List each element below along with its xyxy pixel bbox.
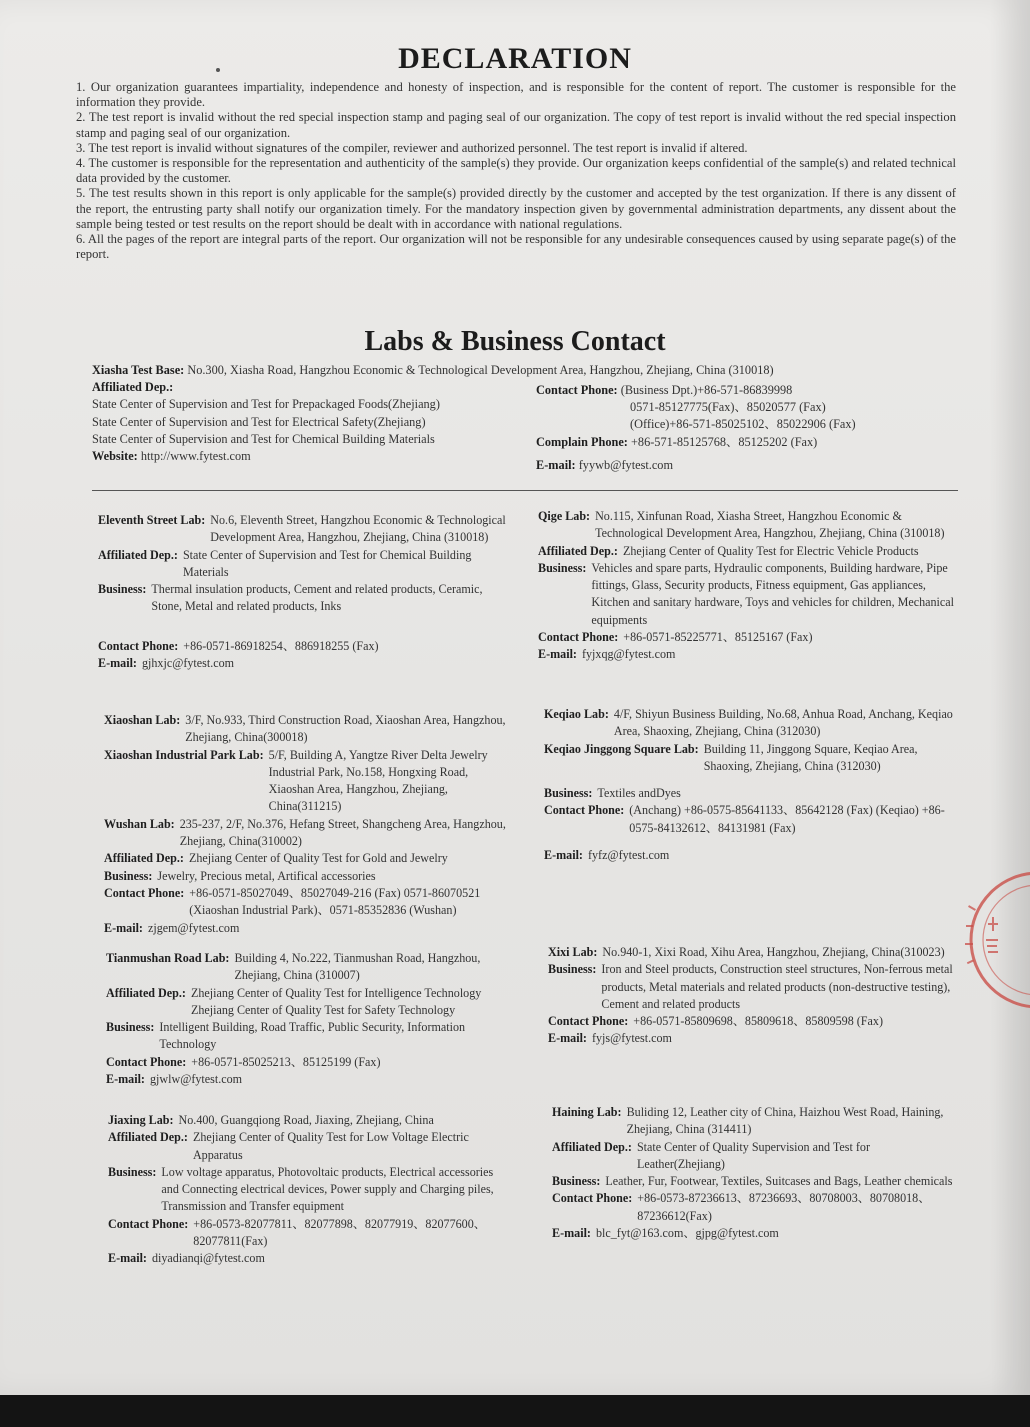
lab-email-link[interactable]: diyadianqi@fytest.com xyxy=(151,1251,265,1266)
lab-row xyxy=(98,512,506,547)
lab-row-key: E-mail: xyxy=(108,1251,147,1266)
page-edge-shadow xyxy=(990,0,1030,1395)
lab-row-key: Xiaoshan Industrial Park Lab: xyxy=(104,747,264,762)
lab-row-key: Eleventh Street Lab: xyxy=(98,513,206,527)
lab-row-key: E-mail: xyxy=(104,920,143,935)
lab-row-value: 4/F, Shiyun Business Building, No.68, Anhua Road, Anchang, Keqiao Area, Shaoxing, Zhejiang, China (312030) xyxy=(613,707,953,739)
lab-row xyxy=(548,961,960,1013)
lab-row xyxy=(108,1112,512,1129)
lab-row-key: Xixi Lab: xyxy=(548,945,598,959)
hq-contact-line xyxy=(536,382,956,399)
labs-title: Labs & Business Contact xyxy=(364,326,666,357)
lab-row-value: Textiles andDyes xyxy=(597,786,681,801)
lab-row xyxy=(108,1164,512,1216)
lab-row-key: Keqiao Jinggong Square Lab: xyxy=(544,741,699,756)
declaration-item: 6. All the pages of the report are integral parts of the report. Our organization will not be responsible for any undesirable consequences caused by using separate page(s) of the report. xyxy=(76,232,956,262)
hq-complain-value: +86-571-85125768、85125202 (Fax) xyxy=(630,434,818,449)
lab-row-key: Keqiao Lab: xyxy=(544,707,609,721)
lab-row xyxy=(538,560,958,629)
declaration-title: DECLARATION xyxy=(398,42,632,75)
declaration-item: 3. The test report is invalid without signatures of the compiler, reviewer and authorized personnel. The test report is invalid if altered. xyxy=(76,140,748,155)
lab-row-key: Contact Phone: xyxy=(98,638,179,653)
lab-row-key: Business: xyxy=(98,582,147,597)
lab-row xyxy=(104,712,508,747)
lab-row xyxy=(548,944,960,961)
lab-email-link[interactable]: zjgem@fytest.com xyxy=(147,920,240,935)
lab-row-key: Business: xyxy=(538,560,587,575)
hq-affiliated-item: State Center of Supervision and Test for Chemical Building Materials xyxy=(92,431,435,446)
lab-row xyxy=(552,1139,960,1174)
lab-row-value: +86-0571-86918254、886918255 (Fax) xyxy=(183,638,379,653)
lab-xiaoshan xyxy=(104,712,508,937)
lab-row-key: Business: xyxy=(106,1020,155,1035)
lab-row-value: No.6, Eleventh Street, Hangzhou Economic & Technological Development Area, Hangzhou, Zhejiang, China (310018) xyxy=(210,513,506,545)
lab-qige xyxy=(538,508,958,664)
lab-email-link[interactable]: fyjxqg@fytest.com xyxy=(581,647,676,662)
lab-row xyxy=(106,1071,510,1088)
lab-row xyxy=(538,508,958,543)
hq-complain-label: Complain Phone: xyxy=(536,434,628,449)
lab-row-value: +86-0571-85225771、85125167 (Fax) xyxy=(623,630,813,645)
lab-row xyxy=(106,1054,510,1071)
lab-row xyxy=(104,747,508,816)
lab-row-value: Low voltage apparatus, Photovoltaic products, Electrical accessories and Connecting electrical devices, Power supply and Charging piles, Transmission and Transfer equipment xyxy=(161,1164,494,1214)
lab-row-value: +86-0571-85025213、85125199 (Fax) xyxy=(191,1054,381,1069)
lab-email-link[interactable]: gjhxjc@fytest.com xyxy=(141,656,235,671)
hq-right xyxy=(536,382,956,474)
lab-row-key: Qige Lab: xyxy=(538,509,591,523)
hq-email-label: E-mail: xyxy=(536,457,576,472)
lab-row xyxy=(98,638,506,655)
lab-row xyxy=(104,920,508,937)
lab-row-key: Jiaxing Lab: xyxy=(108,1113,174,1127)
hq-affiliated-item: State Center of Supervision and Test for Electrical Safety(Zhejiang) xyxy=(92,414,426,429)
lab-row xyxy=(538,543,958,560)
lab-row-key: Haining Lab: xyxy=(552,1105,622,1119)
lab-email-link[interactable]: fyjs@fytest.com xyxy=(591,1031,672,1046)
lab-row-key: Tianmushan Road Lab: xyxy=(106,951,230,965)
hq-contact-value: (Business Dpt.)+86-571-86839998 xyxy=(620,383,793,397)
lab-row-key: Business: xyxy=(104,868,153,883)
lab-row-key: E-mail: xyxy=(538,647,577,662)
lab-row-key: Affiliated Dep.: xyxy=(552,1139,632,1154)
lab-row-key: Contact Phone: xyxy=(552,1191,633,1206)
hq-website-label: Website: xyxy=(92,449,138,464)
hq-complain-line xyxy=(536,434,956,451)
lab-row-key: E-mail: xyxy=(98,656,137,671)
lab-row xyxy=(98,547,506,582)
lab-row-value: Zhejiang Center of Quality Test for Intelligence Technology Zhejiang Center of Quality Test for Safety Technology xyxy=(190,985,482,1017)
lab-row-key: Affiliated Dep.: xyxy=(98,547,178,562)
lab-row-key: Affiliated Dep.: xyxy=(106,985,186,1000)
lab-eleventh-street xyxy=(98,512,506,672)
lab-row xyxy=(544,741,958,776)
lab-row xyxy=(104,850,508,867)
lab-row-value: No.115, Xinfunan Road, Xiasha Street, Hangzhou Economic & Technological Development Area, Hangzhou, Zhejiang, China (310018) xyxy=(595,509,945,541)
hq-base-address: No.300, Xiasha Road, Hangzhou Economic & Technological Development Area, Hangzhou, Zhejiang, China (310018) xyxy=(187,363,774,377)
hq-affiliated-label: Affiliated Dep.: xyxy=(92,380,174,395)
lab-row-key: Xiaoshan Lab: xyxy=(104,713,181,727)
declaration-text xyxy=(76,80,956,262)
lab-row-value: Building 11, Jinggong Square, Keqiao Area, Shaoxing, Zhejiang, China (312030) xyxy=(703,741,918,773)
lab-row-value: +86-0573-82077811、82077898、82077919、82077600、82077811(Fax) xyxy=(193,1216,486,1249)
lab-row-value: +86-0573-87236613、87236693、80708003、80708018、87236612(Fax) xyxy=(637,1191,931,1223)
lab-row-key: Contact Phone: xyxy=(106,1054,187,1069)
lab-row-key: Business: xyxy=(108,1164,157,1179)
lab-row-value: Zhejiang Center of Quality Test for Gold and Jewelry xyxy=(188,851,448,866)
red-seal-stamp xyxy=(958,865,1030,1015)
lab-jiaxing xyxy=(108,1112,512,1268)
divider xyxy=(92,490,958,491)
lab-row xyxy=(552,1190,960,1225)
lab-row-value: +86-0571-85809698、85809618、85809598 (Fax) xyxy=(633,1014,883,1029)
lab-row-value: Jewelry, Precious metal, Artifical accessories xyxy=(157,868,376,883)
lab-row-value: Buliding 12, Leather city of China, Haizhou West Road, Haining, Zhejiang, China (314411) xyxy=(626,1105,944,1137)
lab-row-value: Zhejiang Center of Quality Test for Electric Vehicle Products xyxy=(622,543,919,558)
lab-row-key: Contact Phone: xyxy=(544,803,625,818)
lab-row-key: E-mail: xyxy=(544,848,583,863)
hq-website-link[interactable]: http://www.fytest.com xyxy=(140,449,251,464)
lab-row-key: E-mail: xyxy=(106,1072,145,1087)
lab-row xyxy=(104,816,508,851)
lab-row-key: Affiliated Dep.: xyxy=(108,1130,188,1145)
lab-row xyxy=(108,1129,512,1164)
lab-row-value: +86-0571-85027049、85027049-216 (Fax) 0571-86070521 (Xiaoshan Industrial Park)、0571-85352836 (Wushan) xyxy=(189,885,481,918)
lab-row-key: Contact Phone: xyxy=(104,885,185,900)
lab-row xyxy=(548,1013,960,1030)
lab-row-key: Contact Phone: xyxy=(548,1014,629,1029)
lab-row-key: E-mail: xyxy=(552,1226,591,1241)
lab-row xyxy=(104,885,508,920)
hq-website-line xyxy=(92,448,532,465)
lab-row-value: State Center of Quality Supervision and Test for Leather(Zhejiang) xyxy=(636,1139,870,1171)
lab-row-value: Iron and Steel products, Construction steel structures, Non-ferrous metal products, Metal materials and related products (non-destructive testing), Cement and related products xyxy=(601,962,953,1011)
lab-row xyxy=(98,581,506,616)
lab-row-value: 3/F, No.933, Third Construction Road, Xiaoshan Area, Hangzhou, Zhejiang, China(300018) xyxy=(185,713,506,745)
hq-contact-label: Contact Phone: xyxy=(536,383,618,397)
lab-row xyxy=(104,868,508,885)
lab-row-key: Business: xyxy=(548,962,597,977)
lab-row-value: No.940-1, Xixi Road, Xihu Area, Hangzhou, Zhejiang, China(310023) xyxy=(602,945,945,959)
lab-row-key: Affiliated Dep.: xyxy=(538,543,618,558)
lab-row-value: Intelligent Building, Road Traffic, Public Security, Information Technology xyxy=(159,1020,466,1052)
lab-row-key: Wushan Lab: xyxy=(104,816,175,831)
lab-row xyxy=(552,1225,960,1242)
lab-row-value: No.400, Guangqiong Road, Jiaxing, Zhejiang, China xyxy=(178,1113,434,1127)
lab-email-link[interactable]: gjwlw@fytest.com xyxy=(149,1072,243,1087)
lab-row xyxy=(544,706,958,741)
lab-row-value: Building 4, No.222, Tianmushan Road, Hangzhou, Zhejiang, China (310007) xyxy=(234,951,481,983)
hq-email-link[interactable]: fyywb@fytest.com xyxy=(578,457,674,472)
lab-row xyxy=(552,1104,960,1139)
lab-row-key: Contact Phone: xyxy=(108,1216,189,1231)
declaration-item: 4. The customer is responsible for the representation and authenticity of the sample(s) they provide. Our organization keeps confidential of the sample(s) and related technical data provided by the customer. xyxy=(76,156,956,186)
hq-email-line xyxy=(536,457,956,474)
lab-row-value: Vehicles and spare parts, Hydraulic components, Building hardware, Pipe fittings, Glass, Security products, Fitness equipment, Gas appliances, Kitchen and sanitary hardware, Toys and vehicles for children, Mechanical equipments xyxy=(591,560,955,627)
hq-affiliated-item: State Center of Supervision and Test for Prepackaged Foods(Zhejiang) xyxy=(92,397,440,412)
scan-bottom-edge xyxy=(0,1395,1030,1427)
lab-email-link[interactable]: blc_fyt@163.com、gjpg@fytest.com xyxy=(595,1226,779,1241)
lab-keqiao xyxy=(544,706,958,864)
lab-row xyxy=(548,1030,960,1047)
lab-row-key: Contact Phone: xyxy=(538,630,619,645)
lab-row xyxy=(538,646,958,663)
lab-row xyxy=(108,1250,512,1267)
lab-email-link[interactable]: fyfz@fytest.com xyxy=(587,848,670,863)
hq-contact-value: 0571-85127775(Fax)、85020577 (Fax) xyxy=(630,400,826,415)
hq-base-label: Xiasha Test Base: xyxy=(92,363,185,377)
lab-row-value: State Center of Supervision and Test for Chemical Building Materials xyxy=(182,547,472,579)
lab-row-value: Zhejiang Center of Quality Test for Low Voltage Electric Apparatus xyxy=(192,1130,469,1162)
lab-row-value: (Anchang) +86-0575-85641133、85642128 (Fax) (Keqiao) +86-0575-84132612、84131981 (Fax) xyxy=(629,803,945,835)
declaration-item: 2. The test report is invalid without the red special inspection stamp and paging seal of our organization. The copy of test report is invalid without the red special inspection stamp and paging seal of our organization. xyxy=(76,110,956,140)
lab-row-value: 5/F, Building A, Yangtze River Delta Jewelry Industrial Park, No.158, Hongxing Road, Xiaoshan Area, Hangzhou, Zhejiang, China(311215) xyxy=(268,747,488,814)
lab-haining xyxy=(552,1104,960,1242)
lab-row xyxy=(106,950,510,985)
lab-tianmushan-road xyxy=(106,950,510,1088)
declaration-item: 5. The test results shown in this report is only applicable for the sample(s) provided directly by the customer and accepted by the test organization. If there is any dissent of the report, the entrusting party shall notify our organization timely. For the mandatory inspection given by governmental administration departments, any dissent about the sample being tested or test results on the report should be dealt with in accordance with national regulations. xyxy=(76,186,956,231)
lab-row-key: Affiliated Dep.: xyxy=(104,851,184,866)
hq-base-line xyxy=(92,362,958,379)
lab-row xyxy=(108,1216,512,1251)
lab-row xyxy=(544,785,958,802)
lab-row xyxy=(538,629,958,646)
lab-row-key: E-mail: xyxy=(548,1031,587,1046)
lab-row xyxy=(544,847,958,864)
lab-row xyxy=(552,1173,960,1190)
lab-row-value: Leather, Fur, Footwear, Textiles, Suitcases and Bags, Leather chemicals xyxy=(605,1174,953,1189)
lab-row xyxy=(106,1019,510,1054)
lab-row xyxy=(544,802,958,837)
lab-row xyxy=(106,985,510,1020)
lab-row-value: Thermal insulation products, Cement and related products, Ceramic, Stone, Metal and related products, Inks xyxy=(151,582,483,614)
lab-xixi xyxy=(548,944,960,1048)
lab-row xyxy=(98,655,506,672)
hq-contact-value: (Office)+86-571-85025102、85022906 (Fax) xyxy=(630,417,856,432)
lab-row-key: Business: xyxy=(552,1174,601,1189)
lab-row-value: 235-237, 2/F, No.376, Hefang Street, Shangcheng Area, Hangzhou, Zhejiang, China(310002) xyxy=(179,816,506,849)
lab-row-key: Business: xyxy=(544,786,593,801)
declaration-item: 1. Our organization guarantees impartiality, independence and honesty of inspection, and is responsible for the content of report. The customer is responsible for the information they provide. xyxy=(76,80,956,110)
